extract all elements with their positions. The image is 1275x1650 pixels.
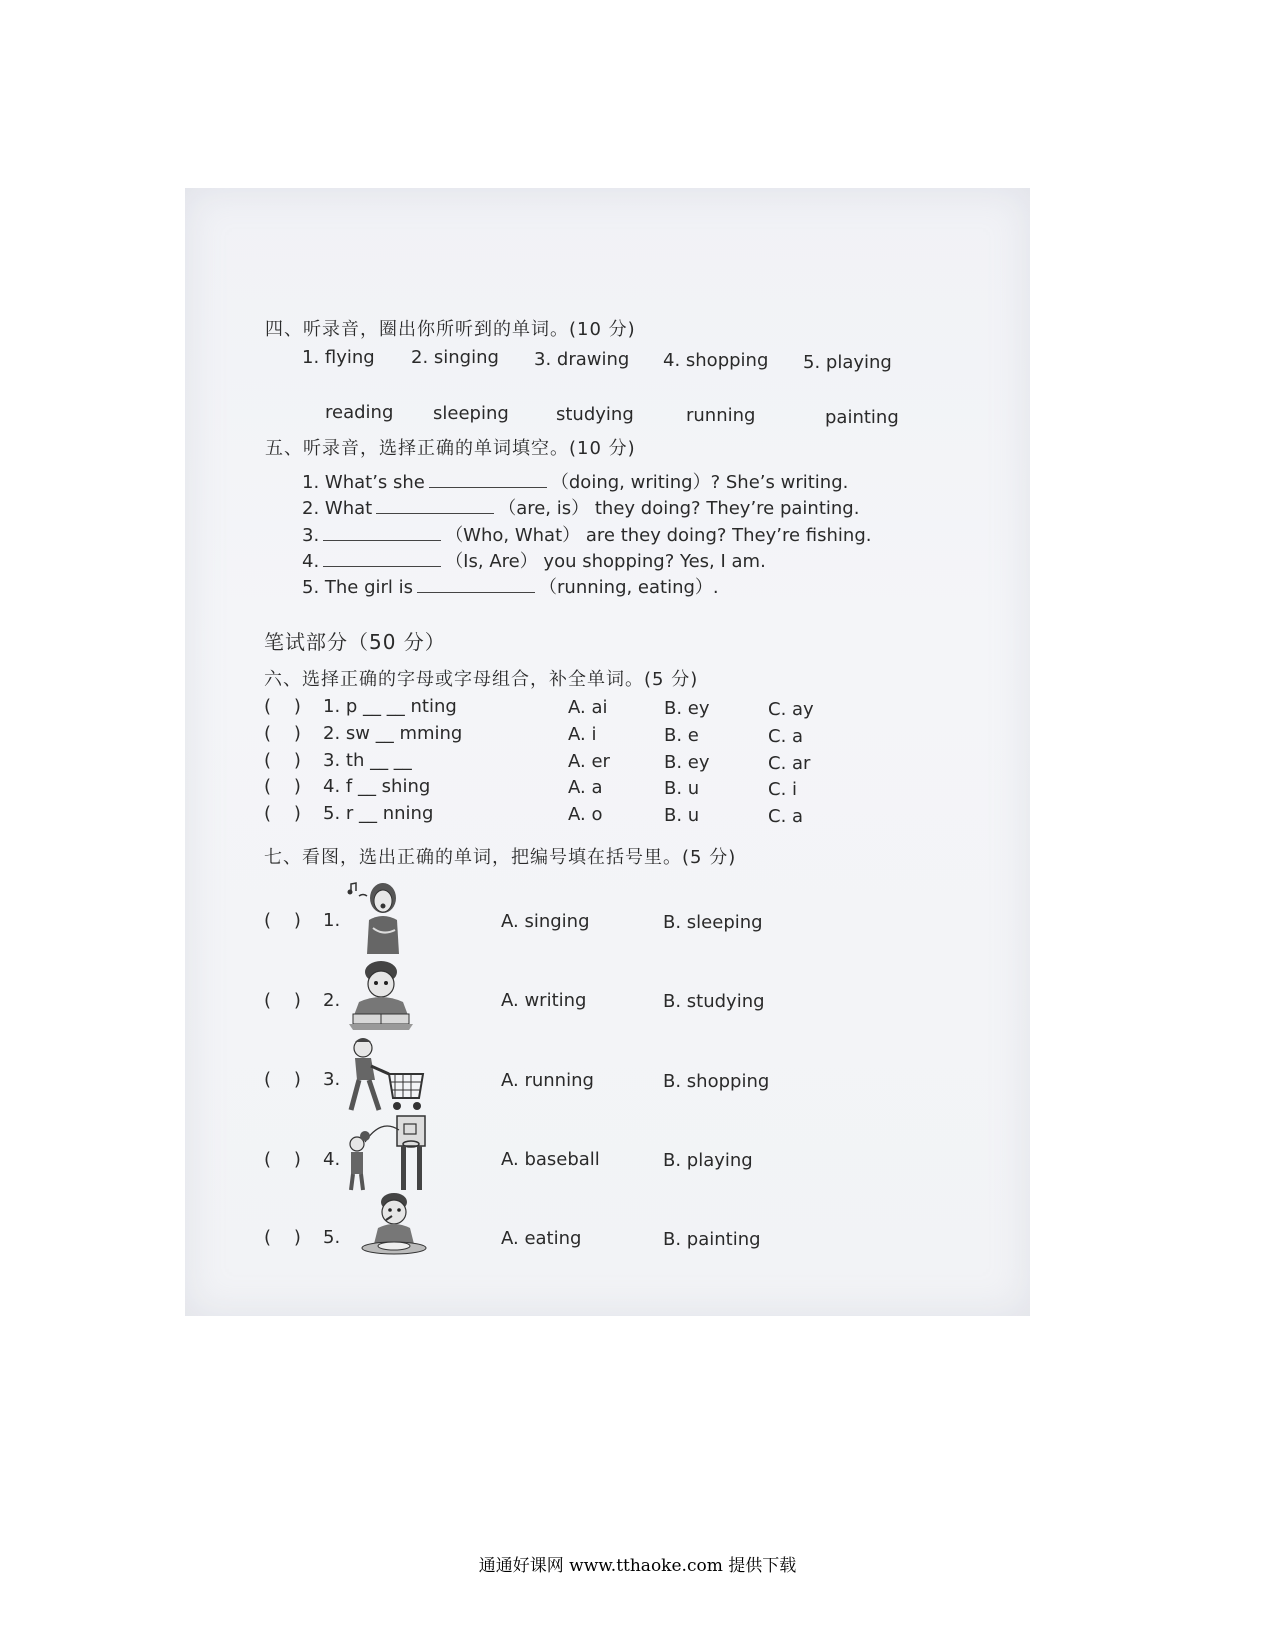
option-a: A. o: [568, 804, 603, 825]
option-b: B. e: [664, 725, 699, 746]
option-a: A. ai: [568, 697, 608, 718]
footer-credit: 通通好课网 www.tthaoke.com 提供下载: [478, 1556, 797, 1576]
word-option: sleeping: [433, 403, 509, 424]
answer-parenthesis[interactable]: ( ): [264, 910, 301, 931]
basketball-player-icon: [341, 1112, 431, 1194]
question-text: 3. th __ __: [323, 750, 412, 771]
answer-parenthesis[interactable]: ( ): [264, 803, 301, 824]
word-option: running: [686, 405, 756, 426]
option-b: B. painting: [663, 1229, 761, 1250]
answer-parenthesis[interactable]: ( ): [264, 990, 301, 1011]
option-b: B. sleeping: [663, 912, 763, 933]
question-text: 2. sw __ mming: [323, 723, 463, 744]
studying-boy-icon: [345, 958, 417, 1032]
word-option: painting: [825, 407, 899, 428]
question-text: 1. p __ __ nting: [323, 696, 457, 717]
option-c: C. a: [768, 806, 804, 827]
option-b: B. u: [664, 805, 700, 826]
word-option: 4. shopping: [663, 350, 769, 371]
word-option: 5. playing: [803, 352, 892, 373]
answer-parenthesis[interactable]: ( ): [264, 723, 301, 744]
section-5-title: 五、听录音，选择正确的单词填空。(10 分): [265, 438, 636, 459]
question-number: 5.: [323, 1227, 341, 1248]
answer-blank[interactable]: [417, 574, 535, 593]
option-c: C. ar: [768, 753, 811, 774]
option-a: A. baseball: [501, 1149, 600, 1170]
option-a: A. a: [568, 777, 603, 798]
answer-parenthesis[interactable]: ( ): [264, 1149, 301, 1170]
section-6-title: 六、选择正确的字母或字母组合，补全单词。(5 分): [264, 669, 699, 690]
shopping-cart-boy-icon: [345, 1036, 429, 1118]
fill-blank-line: 3. （Who, What） are they doing? They’re fishing.: [302, 521, 872, 547]
fill-blank-line: 5. The girl is （running, eating）.: [302, 573, 719, 599]
answer-parenthesis[interactable]: ( ): [264, 1227, 301, 1248]
option-a: A. i: [568, 724, 597, 745]
question-text: 5. r __ nning: [323, 803, 434, 824]
word-option: studying: [556, 404, 634, 425]
option-c: C. ay: [768, 699, 814, 720]
fill-blank-line: 4. （Is, Are） you shopping? Yes, I am.: [302, 547, 766, 573]
answer-blank[interactable]: [376, 495, 494, 514]
option-c: C. a: [768, 726, 804, 747]
option-a: A. running: [501, 1070, 594, 1091]
answer-blank[interactable]: [323, 522, 441, 541]
answer-blank[interactable]: [323, 548, 441, 567]
answer-parenthesis[interactable]: ( ): [264, 1069, 301, 1090]
answer-parenthesis[interactable]: ( ): [264, 776, 301, 797]
answer-parenthesis[interactable]: ( ): [264, 750, 301, 771]
option-a: A. singing: [501, 911, 590, 932]
question-number: 1.: [323, 910, 341, 931]
answer-blank[interactable]: [429, 469, 547, 488]
option-c: C. i: [768, 779, 798, 800]
option-b: B. u: [664, 778, 700, 799]
option-b: B. shopping: [663, 1071, 770, 1092]
word-option: reading: [325, 402, 394, 423]
written-part-title: 笔试部分（50 分）: [264, 630, 446, 654]
word-option: 2. singing: [411, 347, 499, 368]
word-option: 1. flying: [302, 347, 375, 368]
option-b: B. ey: [664, 752, 710, 773]
question-text: 4. f __ shing: [323, 776, 431, 797]
section-7-title: 七、看图，选出正确的单词，把编号填在括号里。(5 分): [264, 847, 737, 868]
question-number: 3.: [323, 1069, 341, 1090]
question-number: 2.: [323, 990, 341, 1011]
answer-parenthesis[interactable]: ( ): [264, 696, 301, 717]
fill-blank-line: 2. What （are, is） they doing? They’re painting.: [302, 494, 859, 520]
option-b: B. ey: [664, 698, 710, 719]
section-4-title: 四、听录音，圈出你所听到的单词。(10 分): [265, 319, 636, 340]
word-option: 3. drawing: [534, 349, 630, 370]
question-number: 4.: [323, 1149, 341, 1170]
option-b: B. playing: [663, 1150, 753, 1171]
option-a: A. writing: [501, 990, 587, 1011]
fill-blank-line: 1. What’s she （doing, writing）? She’s writing.: [302, 468, 848, 494]
singing-girl-icon: [347, 880, 415, 958]
option-a: A. er: [568, 751, 610, 772]
eating-boy-icon: [358, 1190, 432, 1260]
option-a: A. eating: [501, 1228, 582, 1249]
option-b: B. studying: [663, 991, 765, 1012]
